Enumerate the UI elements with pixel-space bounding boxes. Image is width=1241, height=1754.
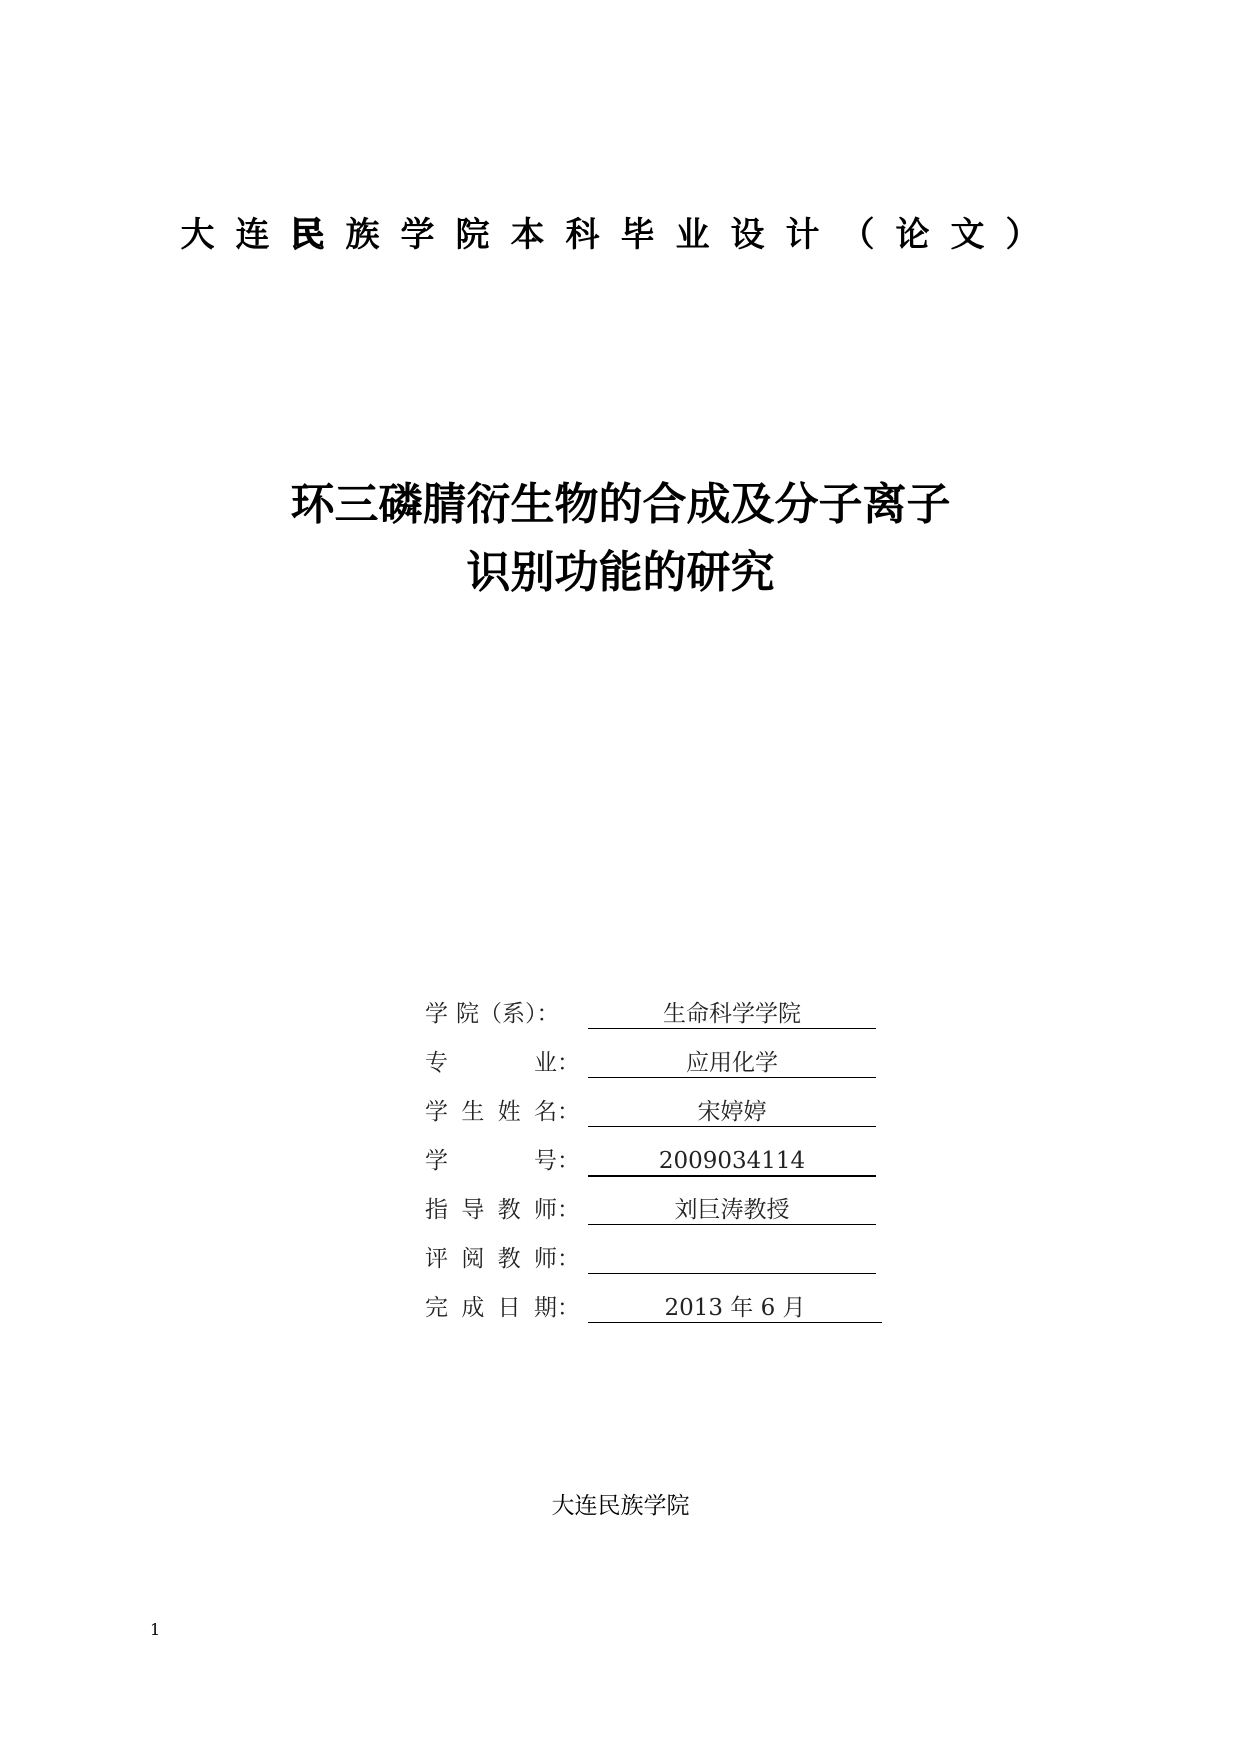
info-label-student-id: 学 号：: [425, 1148, 580, 1174]
info-value-student-id: 2009034114: [588, 1145, 876, 1177]
info-row-student-name: [425, 1096, 885, 1145]
info-label-student-name: 学 生 姓 名：: [425, 1099, 580, 1125]
info-value-reviewer: [588, 1243, 876, 1274]
info-value-student-name: 宋婷婷: [588, 1096, 876, 1127]
header-text-part1: 大连: [180, 215, 291, 255]
header-text-outlined-char: 民: [290, 215, 346, 255]
header-text-part3: 族学院本科毕业设计（论文）: [345, 215, 1061, 255]
thesis-info-block: [425, 998, 885, 1341]
info-row-student-id: [425, 1145, 885, 1194]
info-label-completion-date: 完 成 日 期：: [425, 1295, 580, 1321]
document-header: [0, 215, 1241, 255]
info-value-advisor: 刘巨涛教授: [588, 1194, 876, 1225]
thesis-title-line-1: 环三磷腈衍生物的合成及分子离子: [290, 479, 951, 530]
info-label-reviewer: 评 阅 教 师：: [425, 1246, 580, 1272]
info-row-reviewer: [425, 1243, 885, 1292]
page-number: 1: [150, 1620, 161, 1639]
info-value-completion-date: 2013 年 6 月: [588, 1292, 882, 1323]
info-row-major: [425, 1047, 885, 1096]
info-label-advisor: 指 导 教 师：: [425, 1197, 580, 1223]
info-label-major: 专 业：: [425, 1050, 580, 1076]
info-row-department: [425, 998, 885, 1047]
info-value-major: 应用化学: [588, 1047, 876, 1078]
info-value-department: 生命科学学院: [588, 998, 876, 1029]
info-row-advisor: [425, 1194, 885, 1243]
thesis-title-line-2: 识别功能的研究: [466, 547, 775, 598]
info-row-completion-date: [425, 1292, 885, 1341]
footer-school-name: 大连民族学院: [551, 1493, 690, 1519]
info-label-department: 学 院 （系）：: [425, 1001, 560, 1027]
